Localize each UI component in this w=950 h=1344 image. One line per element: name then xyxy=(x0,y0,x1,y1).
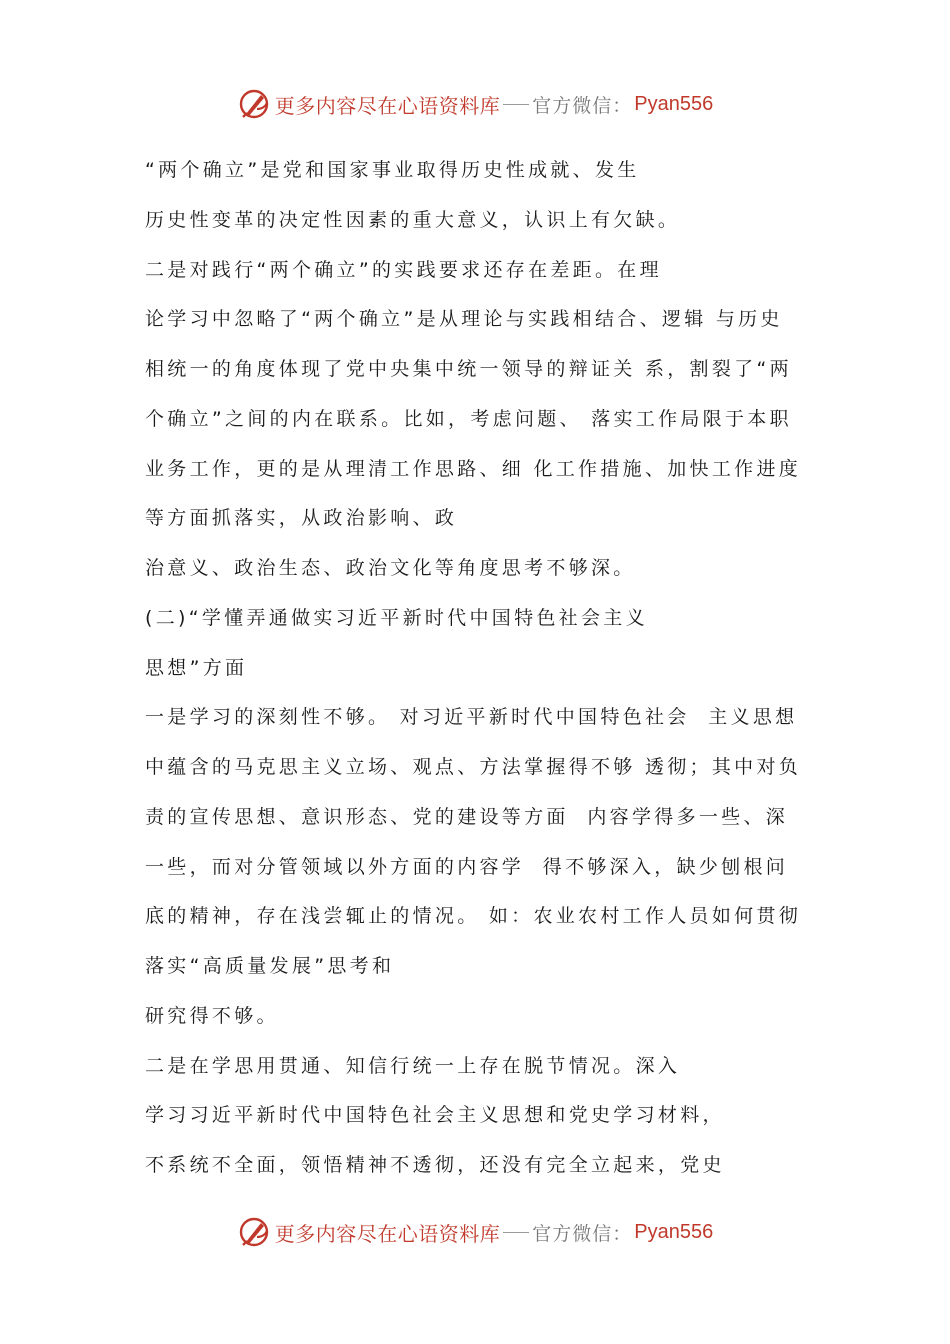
document-body xyxy=(145,146,815,1191)
text-line: 业务工作，更的是从理清工作思路、细 化工作措施、加快工作进度 xyxy=(145,457,802,480)
pen-logo-icon xyxy=(237,87,271,121)
text-line: 论学习中忽略了“两个确立”是从理论与实践相结合、逻辑 与历史 xyxy=(145,308,783,331)
pen-logo-icon xyxy=(237,1215,271,1249)
text-line: 学习习近平新时代中国特色社会主义思想和党史学习材料， xyxy=(145,1104,725,1127)
text-line: 二是在学思用贯通、知信行统一上存在脱节情况。深入 xyxy=(145,1054,681,1077)
header-wechat-label: 官方微信： xyxy=(532,94,633,117)
section-heading: 思想”方面 xyxy=(145,656,248,679)
text-line: 一些，而对分管领域以外方面的内容学 得不够深入，缺少刨根问 xyxy=(145,855,789,878)
header-wechat-id: Pyan556 xyxy=(634,92,714,115)
footer-dash xyxy=(503,1232,529,1233)
text-line: 底的精神，存在浅尝辄止的情况。 如：农业农村工作人员如何贯彻 xyxy=(145,905,802,928)
text-line: “两个确立”是党和国家事业取得历史性成就、发生 xyxy=(145,159,640,181)
header-banner xyxy=(0,84,950,124)
footer-wechat-label: 官方微信： xyxy=(532,1222,633,1245)
text-line: 个确立”之间的内在联系。比如，考虑问题、 落实工作局限于本职 xyxy=(145,407,792,430)
footer-wechat-id: Pyan556 xyxy=(634,1220,714,1243)
section-heading: (二)“学懂弄通做实习近平新时代中国特色社会主义 xyxy=(145,606,648,629)
text-line: 一是学习的深刻性不够。 对习近平新时代中国特色社会 主义思想 xyxy=(145,706,798,729)
text-line: 中蕴含的马克思主义立场、观点、方法掌握得不够 透彻；其中对负 xyxy=(145,756,802,778)
footer-banner xyxy=(0,1212,950,1252)
header-brand-text: 更多内容尽在心语资料库 xyxy=(274,93,501,118)
text-line: 治意义、政治生态、政治文化等角度思考不够深。 xyxy=(145,557,636,579)
text-line: 二是对践行“两个确立”的实践要求还存在差距。在理 xyxy=(145,258,662,281)
footer-brand-text: 更多内容尽在心语资料库 xyxy=(274,1221,501,1246)
text-line: 责的宣传思想、意识形态、党的建设等方面 内容学得多一些、深 xyxy=(145,805,789,828)
text-line: 研究得不够。 xyxy=(145,1004,279,1027)
text-line: 等方面抓落实，从政治影响、政 xyxy=(145,507,458,530)
text-line: 相统一的角度体现了党中央集中统一领导的辩证关 系，割裂了“两 xyxy=(145,358,792,380)
text-line: 不系统不全面，领悟精神不透彻，还没有完全立起来，党史 xyxy=(145,1154,725,1176)
header-dash xyxy=(503,104,529,105)
text-line: 历史性变革的决定性因素的重大意义，认识上有欠缺。 xyxy=(145,208,681,231)
text-line: 落实“高质量发展”思考和 xyxy=(145,955,395,977)
